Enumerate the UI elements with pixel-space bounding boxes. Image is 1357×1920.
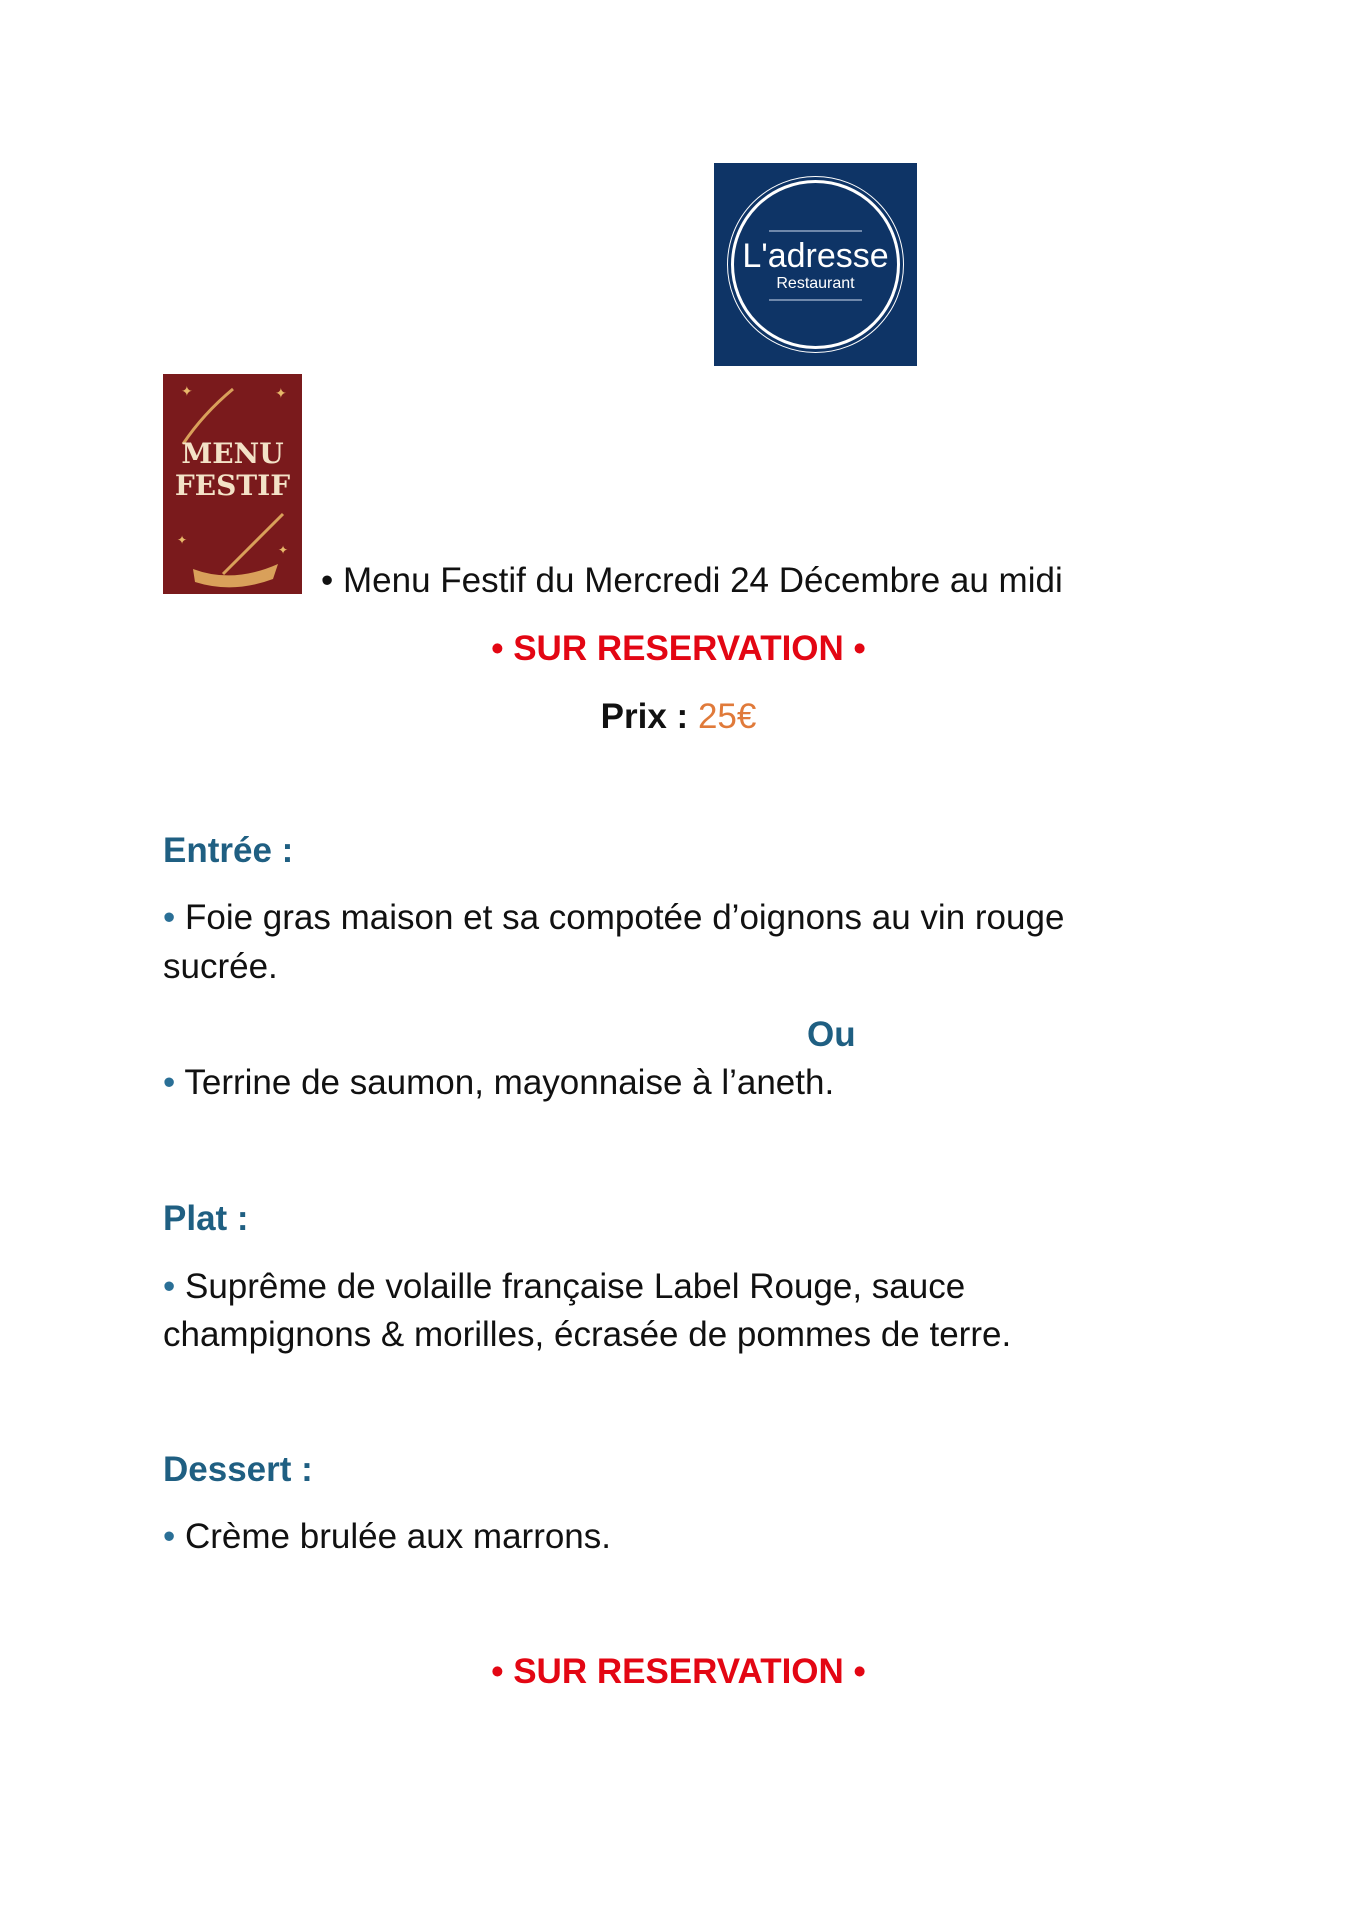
dessert-item-1-text: Crème brulée aux marrons. [185,1517,611,1556]
bullet: • [163,1063,176,1102]
price-line [0,699,1357,734]
entree-heading: Entrée : [163,831,294,870]
reservation-notice-top: • SUR RESERVATION • [491,629,866,668]
menu-festif-image [163,374,302,594]
entree-item-1-cont: sucrée. [163,947,278,986]
dessert-heading: Dessert : [163,1450,313,1489]
svg-text:✦: ✦ [275,385,287,401]
plat-item-1-cont: champignons & morilles, écrasée de pommes de terre. [163,1315,1012,1354]
svg-text:✦: ✦ [181,383,193,399]
entree-item-2-text: Terrine de saumon, mayonnaise à l’aneth. [184,1063,835,1102]
bullet: • [163,1517,176,1556]
svg-text:✦: ✦ [177,533,188,547]
logo-name: L'adresse [742,237,889,275]
festif-line1: MENU [181,437,284,470]
reservation-notice-bottom: • SUR RESERVATION • [491,1652,866,1691]
intro-line: • Menu Festif du Mercredi 24 Décembre au midi [321,561,1063,600]
price-label: Prix : [600,697,689,736]
entree-item-1-text: Foie gras maison et sa compotée d’oignons au vin rouge [185,898,1065,937]
plat-heading: Plat : [163,1199,249,1238]
svg-text:✦: ✦ [278,543,289,557]
bullet: • [163,1267,176,1306]
entree-item-2 [163,1065,834,1100]
bullet: • [163,898,176,937]
logo-subtitle: Restaurant [776,275,855,292]
plat-item-1-text: Suprême de volaille française Label Rouge, sauce [185,1267,966,1306]
festif-line2: FESTIF [174,469,291,502]
restaurant-logo [714,163,917,366]
price-value: 25€ [697,697,757,736]
or-label: Ou [807,1015,856,1054]
entree-item-1 [163,900,1064,935]
dessert-item-1 [163,1519,611,1554]
plat-item-1 [163,1269,965,1304]
